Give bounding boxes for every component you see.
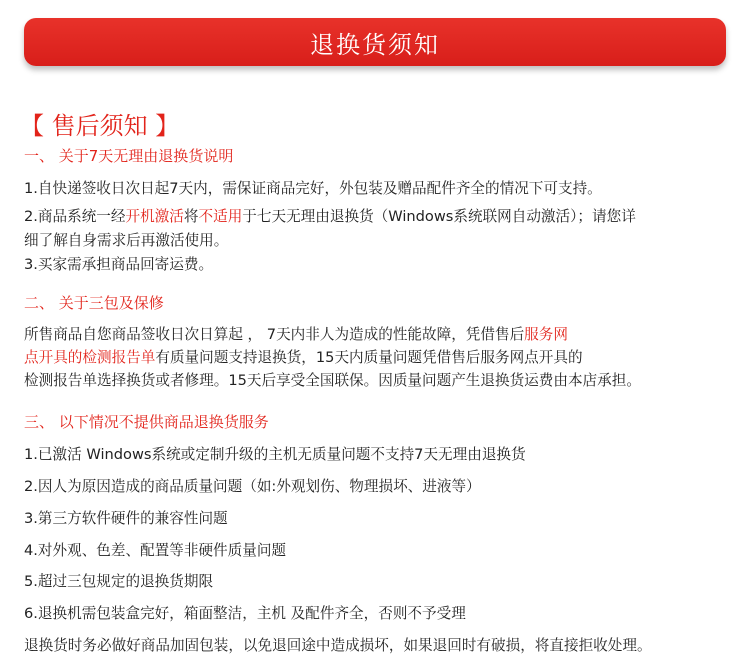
section-1-item-2-text-c: 于七天无理由退换货（Windows系统联网自动激活）；请您详 xyxy=(242,208,636,225)
section-1-title: 一、 关于7天无理由退换货说明 xyxy=(24,147,234,165)
title-banner xyxy=(24,18,726,66)
section-3-title: 三、 以下情况不提供商品退换货服务 xyxy=(24,413,269,431)
section-3-item-3: 3.第三方软件硬件的兼容性问题 xyxy=(24,510,228,527)
section-3-item-1: 1.已激活 Windows系统或定制升级的主机无质量问题不支持7天无理由退换货 xyxy=(24,446,526,463)
section-2-line-1-text: 所售商品自您商品签收日次日算起 ， 7天内非人为造成的性能故障，凭借售后 xyxy=(24,326,525,343)
section-3-item-4: 4.对外观、色差、配置等非硬件质量问题 xyxy=(24,542,287,559)
section-1-item-2 xyxy=(24,205,636,226)
section-3-item-5: 5.超过三包规定的退换货期限 xyxy=(24,573,214,590)
highlight-service-network: 服务网 xyxy=(524,326,568,343)
section-1-item-3: 3.买家需承担商品回寄运费。 xyxy=(24,256,214,273)
section-2-line-1 xyxy=(24,323,568,344)
section-3-item-6: 6.退换机需包装盒完好，箱面整洁，主机 及配件齐全，否则不予受理 xyxy=(24,605,466,622)
section-1-item-2-text-b: 将 xyxy=(183,208,199,225)
section-1-item-2-continued: 细了解自身需求后再激活使用。 xyxy=(24,232,229,249)
section-2-line-2-text: 有质量问题支持退换货，15天内质量问题凭借售后服务网点开具的 xyxy=(155,349,583,366)
section-3-item-2: 2.因人为原因造成的商品质量问题（如:外观划伤、物理损坏、进液等） xyxy=(24,478,481,495)
after-sales-heading: 【 售后须知 】 xyxy=(20,112,180,140)
section-1-item-2-text-a: 2.商品系统一经 xyxy=(24,208,126,225)
section-3-footer-note: 退换货时务必做好商品加固包装，以免退回途中造成损坏，如果退回时有破损，将直接拒收处理。 xyxy=(24,637,652,654)
section-2-title: 二、 关于三包及保修 xyxy=(24,294,164,312)
section-1-item-1: 1.自快递签收日次日起7天内，需保证商品完好，外包装及赠品配件齐全的情况下可支持。 xyxy=(24,180,602,197)
highlight-boot-activation: 开机激活 xyxy=(125,208,184,225)
section-2-line-2 xyxy=(24,346,583,367)
highlight-not-applicable: 不适用 xyxy=(198,208,243,225)
highlight-inspection-report: 点开具的检测报告单 xyxy=(24,349,156,366)
section-2-line-3: 检测报告单选择换货或者修理。15天后享受全国联保。因质量问题产生退换货运费由本店承担。 xyxy=(24,372,641,389)
banner-title: 退换货须知 xyxy=(310,30,440,59)
